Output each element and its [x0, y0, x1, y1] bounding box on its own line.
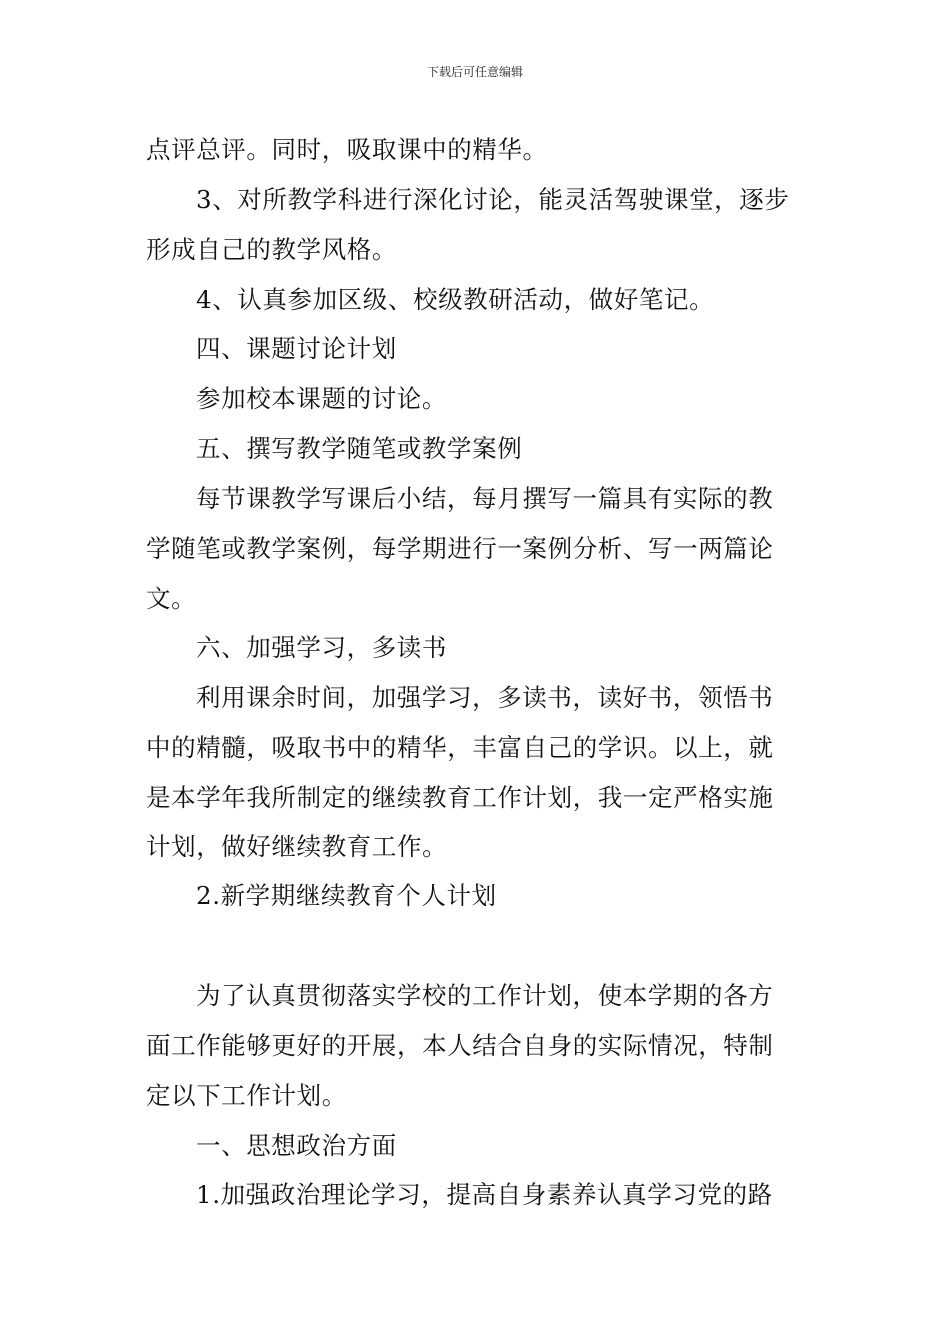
text-line: 计划，做好继续教育工作。: [146, 832, 448, 861]
text-line: 参加校本课题的讨论。: [196, 384, 447, 413]
text-line: 文。: [146, 584, 197, 613]
text-line: 3、对所教学科进行深化讨论，能灵活驾驶课堂，逐步: [196, 185, 790, 214]
page-header: 下载后可任意编辑: [426, 65, 523, 79]
text-line: 是本学年我所制定的继续教育工作计划，我一定严格实施: [146, 783, 774, 812]
text-line: 为了认真贯彻落实学校的工作计划，使本学期的各方: [196, 981, 774, 1010]
text-line: 4、认真参加区级、校级教研活动，做好笔记。: [196, 285, 715, 314]
document-title: 2.新学期继续教育个人计划: [196, 881, 497, 910]
text-line: 形成自己的教学风格。: [146, 235, 397, 264]
text-line: 点评总评。同时，吸取课中的精华。: [146, 135, 548, 164]
section-heading: 一、思想政治方面: [196, 1131, 397, 1160]
text-line: 利用课余时间，加强学习，多读书，读好书，领悟书: [196, 683, 774, 712]
text-line: 中的精髓，吸取书中的精华，丰富自己的学识。以上，就: [146, 733, 774, 762]
text-line: 1.加强政治理论学习，提高自身素养认真学习党的路: [196, 1180, 773, 1209]
text-line: 定以下工作计划。: [146, 1081, 347, 1110]
section-heading: 四、课题讨论计划: [196, 334, 397, 363]
text-line: 每节课教学写课后小结，每月撰写一篇具有实际的教: [196, 484, 774, 513]
section-heading: 五、撰写教学随笔或教学案例: [196, 434, 523, 463]
section-heading: 六、加强学习，多读书: [196, 633, 447, 662]
text-line: 学随笔或教学案例，每学期进行一案例分析、写一两篇论: [146, 534, 774, 563]
text-line: 面工作能够更好的开展，本人结合自身的实际情况，特制: [146, 1031, 774, 1060]
